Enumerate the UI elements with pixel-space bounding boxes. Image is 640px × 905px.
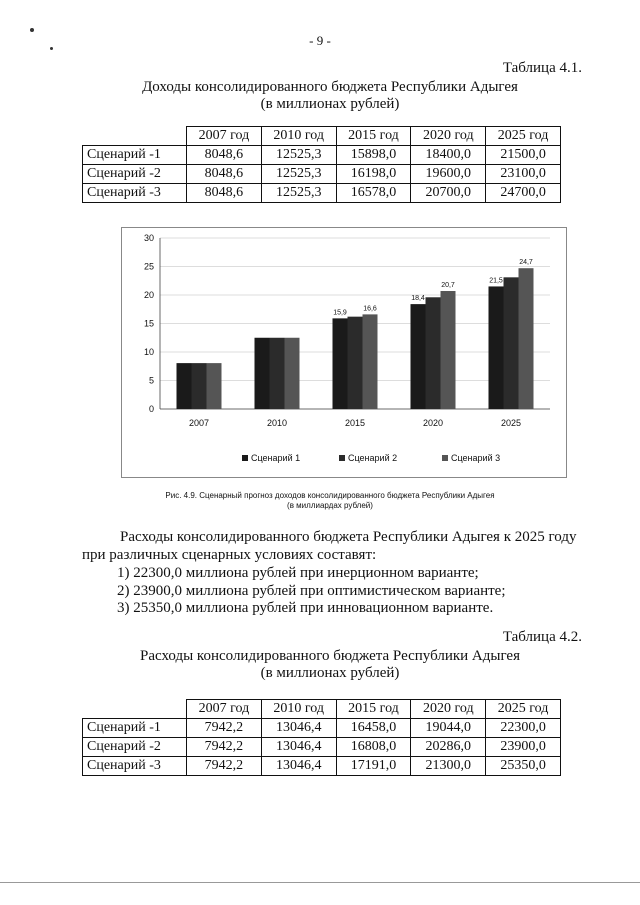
table-header-row [83,127,561,146]
row-header: Сценарий -3 [83,184,187,203]
chart-frame [121,227,567,478]
table-cell: 16808,0 [336,738,411,757]
x-tick-label: 2025 [500,418,522,428]
table-cell: 18400,0 [411,146,486,165]
data-label: 16,6 [363,305,377,313]
table-row [83,738,561,757]
column-header: 2015 год [336,700,411,719]
table-row [83,184,561,203]
column-header: 2007 год [187,127,262,146]
table-cell: 12525,3 [261,165,336,184]
bar-2025-s1 [489,286,504,409]
bar-2010-s1 [255,338,270,409]
table-cell: 17191,0 [336,757,411,776]
table-cell: 19044,0 [411,719,486,738]
list-item: 2) 23900,0 миллиона рублей при оптимистическом варианте; [117,583,506,599]
data-label: 20,7 [441,282,455,290]
column-header: 2007 год [187,700,262,719]
bar-2007-s3 [207,363,222,409]
paragraph-line: при различных сценарных условиях составят: [82,547,377,563]
table-cell: 13046,4 [261,738,336,757]
x-tick-label: 2010 [266,418,288,428]
table-cell: 25350,0 [486,757,561,776]
table-row [83,146,561,165]
table-cell: 21500,0 [486,146,561,165]
y-tick-label: 20 [143,290,154,300]
table-label: Таблица 4.2. [502,629,582,645]
column-header: 2015 год [336,127,411,146]
y-tick-label: 5 [148,375,154,386]
table-title-subline: (в миллионах рублей) [260,96,400,112]
table-cell: 12525,3 [261,184,336,203]
legend-swatch [339,455,345,461]
legend-swatch [242,455,248,461]
table-cell: 22300,0 [486,719,561,738]
x-tick-label: 2015 [344,418,366,428]
bar-2010-s3 [285,338,300,409]
bar-2020-s1 [411,304,426,409]
bar-2007-s1 [177,363,192,409]
column-header: 2010 год [261,127,336,146]
y-tick-label: 30 [143,233,154,243]
table-cell: 8048,6 [187,146,262,165]
figure-caption-subline: (в миллиардах рублей) [287,501,373,510]
table-title [80,648,580,682]
row-header: Сценарий -2 [83,165,187,184]
bar-2025-s3 [519,268,534,409]
data-label: 15,9 [333,309,347,317]
table-cell: 13046,4 [261,719,336,738]
table-cell: 24700,0 [486,184,561,203]
table-cell: 7942,2 [187,738,262,757]
table-cell: 7942,2 [187,757,262,776]
bar-2007-s2 [192,363,207,409]
revenue-chart [122,228,566,477]
x-tick-label: 2020 [422,418,444,428]
data-label: 24,7 [519,259,533,267]
y-tick-label: 15 [143,318,154,329]
row-header: Сценарий -1 [83,146,187,165]
revenue-table [82,126,561,203]
bar-2020-s2 [426,297,441,409]
row-header: Сценарий -2 [83,738,187,757]
table-row [83,757,561,776]
list-item: 1) 22300,0 миллиона рублей при инерционном варианте; [117,565,479,581]
x-tick-label: 2007 [188,418,210,428]
y-tick-label: 25 [143,261,154,272]
column-header: 2025 год [486,700,561,719]
table-cell: 23900,0 [486,738,561,757]
column-header: 2010 год [261,700,336,719]
table-title-line: Доходы консолидированного бюджета Республики Адыгея [142,79,518,95]
row-header: Сценарий -1 [83,719,187,738]
table-cell: 8048,6 [187,184,262,203]
row-header: Сценарий -3 [83,757,187,776]
figure-caption [80,491,580,511]
table-cell: 7942,2 [187,719,262,738]
column-header: 2020 год [411,127,486,146]
column-header: 2020 год [411,700,486,719]
list-item: 3) 25350,0 миллиона рублей при инновационном варианте. [117,600,494,616]
header-corner [83,127,187,146]
bar-2015-s2 [348,317,363,409]
header-corner [83,700,187,719]
table-header-row [83,700,561,719]
table-cell: 16458,0 [336,719,411,738]
table-cell: 21300,0 [411,757,486,776]
table-row [83,165,561,184]
y-tick-label: 10 [143,347,154,357]
data-label: 21,5 [489,277,503,285]
figure-caption-line: Рис. 4.9. Сценарный прогноз доходов консолидированного бюджета Республики Адыгея [165,491,495,500]
table-cell: 16198,0 [336,165,411,184]
column-header: 2025 год [486,127,561,146]
bar-2020-s3 [441,291,456,409]
table-cell: 13046,4 [261,757,336,776]
scan-dot [30,28,34,32]
table-label: Таблица 4.1. [502,60,582,76]
table-row [83,719,561,738]
legend-swatch [442,455,448,461]
expense-table [82,699,561,776]
table-cell: 15898,0 [336,146,411,165]
data-label: 18,4 [411,295,425,303]
table-title-line: Расходы консолидированного бюджета Республики Адыгея [140,648,520,664]
table-cell: 8048,6 [187,165,262,184]
table-title [80,79,580,113]
table-cell: 23100,0 [486,165,561,184]
legend-label: Сценарий 3 [451,453,501,463]
page-number: - 9 - [309,33,331,48]
legend-label: Сценарий 1 [251,453,301,463]
y-tick-label: 0 [148,404,154,414]
bar-2025-s2 [504,277,519,409]
scan-edge-line [0,882,640,883]
table-cell: 16578,0 [336,184,411,203]
bar-2015-s3 [363,314,378,409]
paragraph-line: Расходы консолидированного бюджета Республики Адыгея к 2025 году [120,529,577,545]
bar-2015-s1 [333,318,348,409]
table-cell: 12525,3 [261,146,336,165]
table-cell: 19600,0 [411,165,486,184]
table-cell: 20700,0 [411,184,486,203]
table-title-subline: (в миллионах рублей) [260,665,400,681]
bar-2010-s2 [270,338,285,409]
table-cell: 20286,0 [411,738,486,757]
legend-label: Сценарий 2 [348,453,398,463]
